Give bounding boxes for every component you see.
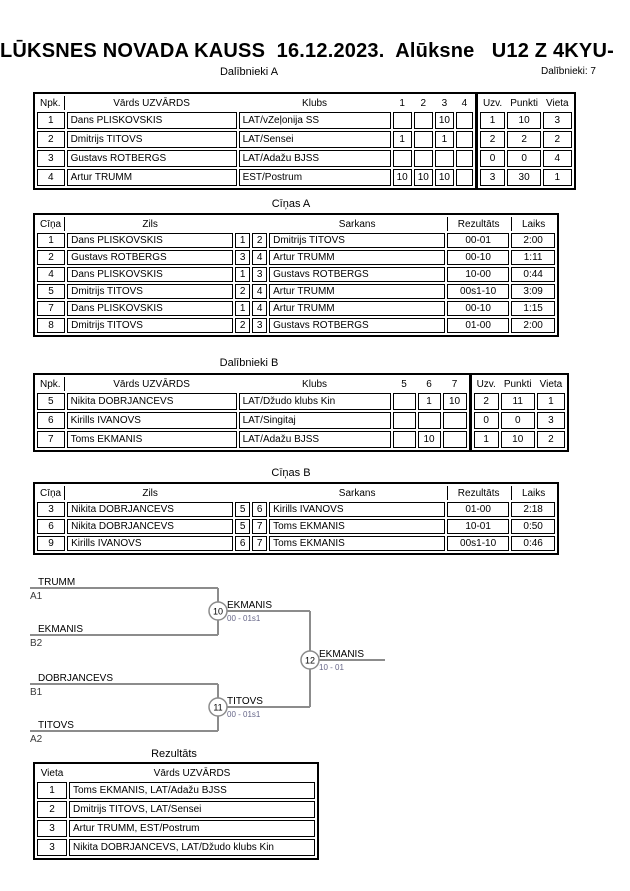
cell-name: Artur TRUMM <box>67 169 237 186</box>
cell-blue-name: Nikita DOBRJANCEVS <box>67 519 233 534</box>
cell-red-no: 4 <box>252 301 267 316</box>
table-row <box>37 801 315 818</box>
page-title: LŪKSNES NOVADA KAUSS 16.12.2023. Alūksne U12 Z 4KYU- <box>0 40 614 62</box>
cell-place: 4 <box>543 150 572 167</box>
cell-red-name: Gustavs ROTBERGS <box>269 318 445 333</box>
cell-club: LAT/Singitaj <box>239 412 391 429</box>
cell-round <box>393 150 412 167</box>
match-node-number: 12 <box>304 655 316 666</box>
cell-round: 10 <box>443 393 467 410</box>
col-name: Vārds UZVĀRDS <box>153 767 231 779</box>
cell-wins: 2 <box>480 131 505 148</box>
cell-place: 1 <box>537 393 566 410</box>
cell-npk: 7 <box>37 431 65 448</box>
cell-blue-no: 1 <box>235 233 250 248</box>
cell-blue-no: 2 <box>235 318 250 333</box>
cell-points: 30 <box>507 169 541 186</box>
table-row <box>480 150 572 167</box>
cell-wins: 0 <box>480 150 505 167</box>
participants-b-standings <box>470 373 570 452</box>
col-time: Laiks <box>511 217 555 231</box>
cell-name: Toms EKMANIS, LAT/Adažu BJSS <box>69 782 315 799</box>
col-name: Vārds UZVĀRDS <box>113 378 190 390</box>
table-row <box>480 112 572 129</box>
cell-wins: 0 <box>474 412 499 429</box>
cell-place: 1 <box>37 782 67 799</box>
col-time: Laiks <box>511 486 555 500</box>
cell-blue-no: 1 <box>235 301 250 316</box>
bracket-winner-name: EKMANIS <box>319 649 365 660</box>
col-round: 2 <box>420 97 427 109</box>
bracket-player-name: EKMANIS <box>38 624 84 635</box>
table-row <box>37 131 473 148</box>
table-row <box>37 112 473 129</box>
col-red: Sarkans <box>338 487 376 499</box>
bracket-score: 00 - 01s1 <box>227 710 261 719</box>
cell-blue-no: 2 <box>235 284 250 299</box>
cell-blue-name: Dmitrijs TITOVS <box>67 318 233 333</box>
table-row <box>480 169 572 186</box>
cell-result: 00-10 <box>447 301 509 316</box>
cell-wins: 1 <box>480 112 505 129</box>
cell-points: 0 <box>507 150 541 167</box>
participants-a-table <box>33 92 576 190</box>
bracket-seed-label: A1 <box>30 591 43 602</box>
section-title-fights-b: Cīņas B <box>271 467 311 479</box>
cell-club: LAT/Adažu BJSS <box>239 431 391 448</box>
table-row <box>37 284 555 299</box>
col-wins: Uzv. <box>476 378 496 390</box>
cell-round: 1 <box>418 393 441 410</box>
col-club: Klubs <box>302 97 328 109</box>
cell-round: 10 <box>435 112 454 129</box>
cell-wins: 1 <box>474 431 499 448</box>
cell-round <box>456 131 473 148</box>
col-fight: Cīņa <box>37 217 65 231</box>
cell-red-name: Artur TRUMM <box>269 284 445 299</box>
col-fight: Cīņa <box>37 486 65 500</box>
cell-result: 01-00 <box>447 318 509 333</box>
col-place: Vieta <box>539 378 563 390</box>
cell-blue-no: 1 <box>235 267 250 282</box>
match-node-number: 10 <box>212 606 224 617</box>
bracket-winner-name: EKMANIS <box>227 600 273 611</box>
col-blue: Zils <box>142 218 158 230</box>
cell-name: Artur TRUMM, EST/Postrum <box>69 820 315 837</box>
cell-wins: 2 <box>474 393 499 410</box>
cell-red-name: Gustavs ROTBERGS <box>269 267 445 282</box>
bracket-seed-label: B1 <box>30 687 43 698</box>
cell-round: 10 <box>418 431 441 448</box>
table-row <box>474 412 566 429</box>
col-red-no <box>252 217 267 231</box>
header-row <box>37 766 315 780</box>
section-title-fights-a: Cīņas A <box>271 198 311 210</box>
cell-round <box>456 169 473 186</box>
cell-round <box>393 112 412 129</box>
col-blue-no <box>235 217 250 231</box>
cell-wins: 3 <box>480 169 505 186</box>
cell-red-name: Dmitrijs TITOVS <box>269 233 445 248</box>
cell-time: 3:09 <box>511 284 555 299</box>
table-row <box>37 233 555 248</box>
bracket-seed-label: A2 <box>30 734 43 745</box>
bracket-player-name: DOBRJANCEVS <box>38 673 114 684</box>
cell-round <box>393 431 416 448</box>
bracket-diagram <box>20 558 420 753</box>
table-row <box>37 412 467 429</box>
cell-place: 3 <box>37 820 67 837</box>
bracket-match-nodes <box>209 602 319 716</box>
cell-round <box>414 131 433 148</box>
col-place: Vieta <box>546 97 569 109</box>
bracket-winner-name: TITOVS <box>227 696 263 707</box>
col-red-no <box>252 486 267 500</box>
cell-blue-no: 5 <box>235 519 250 534</box>
cell-round <box>414 150 433 167</box>
bracket-score: 10 - 01 <box>319 663 344 672</box>
cell-name: Dmitrijs TITOVS <box>67 131 237 148</box>
cell-red-no: 2 <box>252 233 267 248</box>
cell-result: 00-10 <box>447 250 509 265</box>
col-round: 1 <box>399 97 405 109</box>
col-blue-no <box>235 486 250 500</box>
cell-time: 2:18 <box>511 502 555 517</box>
cell-round: 1 <box>393 131 412 148</box>
section-title-results: Rezultāts <box>151 748 197 760</box>
cell-club: LAT/Sensei <box>239 131 391 148</box>
col-npk: Npk. <box>37 377 65 391</box>
table-row <box>37 150 473 167</box>
cell-red-no: 7 <box>252 519 267 534</box>
cell-red-no: 4 <box>252 250 267 265</box>
cell-red-no: 4 <box>252 284 267 299</box>
cell-result: 00s1-10 <box>447 536 509 551</box>
col-npk: Npk. <box>37 96 65 110</box>
cell-fight: 7 <box>37 301 65 316</box>
table-row <box>37 393 467 410</box>
cell-red-name: Toms EKMANIS <box>269 536 445 551</box>
fights-a-table <box>33 213 559 337</box>
cell-fight: 3 <box>37 502 65 517</box>
cell-round <box>456 112 473 129</box>
cell-round <box>443 431 467 448</box>
col-blue: Zils <box>142 487 158 499</box>
col-points: Punkti <box>510 97 538 109</box>
cell-place: 2 <box>37 801 67 818</box>
cell-club: LAT/Adažu BJSS <box>239 150 391 167</box>
col-round: 6 <box>426 378 432 390</box>
cell-time: 0:44 <box>511 267 555 282</box>
cell-round <box>393 412 416 429</box>
cell-round <box>456 150 473 167</box>
cell-fight: 2 <box>37 250 65 265</box>
col-result: Rezultāts <box>447 217 509 231</box>
cell-time: 1:15 <box>511 301 555 316</box>
cell-place: 1 <box>543 169 572 186</box>
section-title-participants-a: Dalībnieki A <box>219 66 279 78</box>
col-round: 4 <box>461 97 468 109</box>
bracket-seed-label: B2 <box>30 638 43 649</box>
cell-blue-no: 3 <box>235 250 250 265</box>
col-round: 7 <box>451 378 458 390</box>
cell-red-name: Artur TRUMM <box>269 301 445 316</box>
cell-points: 2 <box>507 131 541 148</box>
cell-time: 2:00 <box>511 318 555 333</box>
bracket-player-name: TRUMM <box>38 577 76 588</box>
cell-time: 1:11 <box>511 250 555 265</box>
cell-place: 3 <box>37 839 67 856</box>
header-row <box>480 96 572 110</box>
cell-red-name: Toms EKMANIS <box>269 519 445 534</box>
col-wins: Uzv. <box>482 97 503 109</box>
table-row <box>37 782 315 799</box>
col-points: Punkti <box>503 378 532 390</box>
col-red: Sarkans <box>338 218 376 230</box>
participants-a-main <box>33 92 477 190</box>
table-row <box>474 393 566 410</box>
cell-red-no: 3 <box>252 318 267 333</box>
header-row <box>37 217 555 231</box>
table-row <box>37 502 555 517</box>
table-row <box>37 536 555 551</box>
cell-points: 11 <box>501 393 535 410</box>
cell-name: Nikita DOBRJANCEVS <box>67 393 237 410</box>
table-row <box>37 431 467 448</box>
cell-fight: 9 <box>37 536 65 551</box>
table-row <box>37 250 555 265</box>
cell-result: 00s1-10 <box>447 284 509 299</box>
bracket-player-name: TITOVS <box>38 720 74 731</box>
cell-blue-name: Dans PLISKOVSKIS <box>67 301 233 316</box>
cell-name: Dmitrijs TITOVS, LAT/Sensei <box>69 801 315 818</box>
table-row <box>37 301 555 316</box>
cell-name: Gustavs ROTBERGS <box>67 150 237 167</box>
cell-round: 10 <box>414 169 433 186</box>
cell-place: 3 <box>543 112 572 129</box>
cell-npk: 6 <box>37 412 65 429</box>
cell-round: 10 <box>393 169 412 186</box>
cell-points: 0 <box>501 412 535 429</box>
cell-round: 10 <box>435 169 454 186</box>
cell-fight: 4 <box>37 267 65 282</box>
col-round: 5 <box>401 378 407 390</box>
cell-npk: 1 <box>37 112 65 129</box>
cell-place: 3 <box>537 412 566 429</box>
table-row <box>37 267 555 282</box>
col-name: Vārds UZVĀRDS <box>113 97 190 109</box>
cell-red-no: 6 <box>252 502 267 517</box>
participants-b-main <box>33 373 471 452</box>
cell-club: EST/Postrum <box>239 169 391 186</box>
cell-fight: 6 <box>37 519 65 534</box>
cell-fight: 5 <box>37 284 65 299</box>
cell-time: 2:00 <box>511 233 555 248</box>
participants-a-standings <box>476 92 576 190</box>
cell-name: Dans PLISKOVSKIS <box>67 112 237 129</box>
cell-npk: 5 <box>37 393 65 410</box>
cell-blue-no: 6 <box>235 536 250 551</box>
table-row <box>37 318 555 333</box>
cell-blue-name: Kirills IVANOVS <box>67 536 233 551</box>
header-row <box>37 377 467 391</box>
section-title-participants-b: Dalībnieki B <box>219 357 279 369</box>
match-node-number: 11 <box>213 702 223 713</box>
header-row <box>37 96 473 110</box>
cell-place: 2 <box>543 131 572 148</box>
cell-red-name: Artur TRUMM <box>269 250 445 265</box>
header-row <box>474 377 566 391</box>
cell-time: 0:46 <box>511 536 555 551</box>
cell-result: 10-01 <box>447 519 509 534</box>
cell-blue-name: Dans PLISKOVSKIS <box>67 233 233 248</box>
cell-place: 2 <box>537 431 566 448</box>
cell-red-no: 7 <box>252 536 267 551</box>
cell-blue-no: 5 <box>235 502 250 517</box>
cell-result: 10-00 <box>447 267 509 282</box>
cell-blue-name: Dans PLISKOVSKIS <box>67 267 233 282</box>
cell-npk: 4 <box>37 169 65 186</box>
cell-round: 1 <box>435 131 454 148</box>
cell-result: 00-01 <box>447 233 509 248</box>
cell-round <box>393 393 416 410</box>
col-club: Klubs <box>302 378 328 390</box>
cell-blue-name: Dmitrijs TITOVS <box>67 284 233 299</box>
table-row <box>37 839 315 856</box>
cell-fight: 8 <box>37 318 65 333</box>
table-row <box>474 431 566 448</box>
participants-b-table <box>33 373 569 452</box>
col-result: Rezultāts <box>447 486 509 500</box>
col-round: 3 <box>441 97 448 109</box>
cell-time: 0:50 <box>511 519 555 534</box>
table-row <box>37 820 315 837</box>
cell-round <box>435 150 454 167</box>
col-place: Vieta <box>40 767 64 779</box>
cell-round <box>418 412 441 429</box>
table-row <box>37 519 555 534</box>
cell-club: LAT/vZeļonija SS <box>239 112 391 129</box>
table-row <box>480 131 572 148</box>
cell-red-name: Kirills IVANOVS <box>269 502 445 517</box>
cell-round <box>414 112 433 129</box>
cell-fight: 1 <box>37 233 65 248</box>
cell-name: Nikita DOBRJANCEVS, LAT/Džudo klubs Kin <box>69 839 315 856</box>
cell-npk: 3 <box>37 150 65 167</box>
cell-points: 10 <box>507 112 541 129</box>
cell-name: Kirills IVANOVS <box>67 412 237 429</box>
cell-club: LAT/Džudo klubs Kin <box>239 393 391 410</box>
cell-name: Toms EKMANIS <box>67 431 237 448</box>
cell-red-no: 3 <box>252 267 267 282</box>
fights-b-table <box>33 482 559 555</box>
cell-blue-name: Gustavs ROTBERGS <box>67 250 233 265</box>
cell-blue-name: Nikita DOBRJANCEVS <box>67 502 233 517</box>
cell-result: 01-00 <box>447 502 509 517</box>
cell-round <box>443 412 467 429</box>
results-table <box>33 762 319 860</box>
cell-points: 10 <box>501 431 535 448</box>
table-row <box>37 169 473 186</box>
cell-npk: 2 <box>37 131 65 148</box>
bracket-score: 00 - 01s1 <box>227 614 261 623</box>
header-row <box>37 486 555 500</box>
participants-count: Dalībnieki: 7 <box>540 66 596 77</box>
